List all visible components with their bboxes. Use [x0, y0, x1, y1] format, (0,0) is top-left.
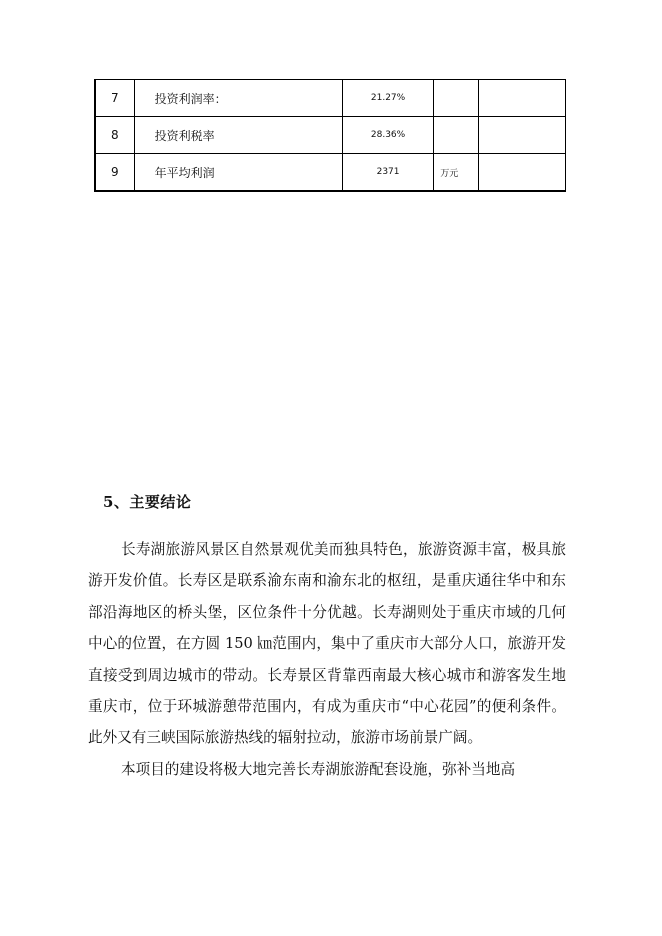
paragraph: 长寿湖旅游风景区自然景观优美而独具特色，旅游资源丰富，极具旅游开发价值。长寿区是联系渝东南和渝东北的枢纽，是重庆通往华中和东部沿海地区的桥头堡，区位条件十分优越。长寿湖则处于重庆市域的几何中心的位置，在方圆 150 ㎞范围内，集中了重庆市大部分人口，旅游开发直接受到周边城市的带动。长寿景区背靠西南最大核心城市和游客发生地重庆市，位于环城游憩带范围内，有成为重庆市“中心花园”的便利条件。此外又有三峡国际旅游热线的辐射拉动，旅游市场前景广阔。: [88, 541, 566, 747]
row-number: 9: [95, 154, 134, 192]
financial-indicators-table: [94, 79, 566, 192]
indicator-unit: 万元: [434, 154, 479, 192]
indicator-remark: [478, 117, 565, 154]
indicator-unit: [434, 117, 479, 154]
row-number: 8: [95, 117, 134, 154]
indicator-remark: [478, 80, 565, 117]
indicator-remark: [478, 154, 565, 192]
table-row: [95, 117, 566, 154]
row-number: 7: [95, 80, 134, 117]
indicator-name: 投资利税率: [134, 117, 342, 154]
section-body: [88, 534, 566, 785]
indicator-unit: [434, 80, 479, 117]
indicator-name: 年平均利润: [134, 154, 342, 192]
indicator-value: 28.36%: [342, 117, 433, 154]
section-heading: 5、主要结论: [103, 493, 192, 511]
indicator-value: 2371: [342, 154, 433, 192]
table-row: [95, 80, 566, 117]
paragraph: 本项目的建设将极大地完善长寿湖旅游配套设施，弥补当地高: [121, 760, 516, 778]
table-row: [95, 154, 566, 192]
indicator-name: 投资利润率：: [134, 80, 342, 117]
indicator-value: 21.27%: [342, 80, 433, 117]
